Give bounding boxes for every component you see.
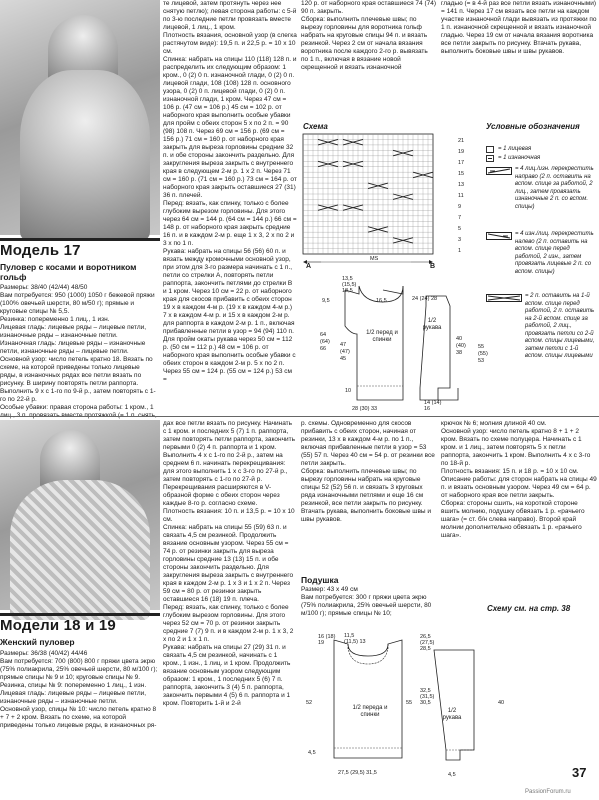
para: Основной узор: число петель кратно 18. Вязать по схеме, на которой приведены только лицевые ряды, в изнаночных рядах все петли вязать по рисунку. В ширину повторять петли раппорта. Выполнить 9 х с 1-го по 9-й р., затем повторять с 1-го по 22-й р. [0,356,156,403]
model-18-19-col-2 [163,420,297,798]
purl-symbol-icon [486,155,494,162]
model-18-19-col-3 [301,420,436,570]
title-bar [0,238,160,241]
sleeve-label: 1/2 рукава [442,708,462,721]
para: Резинка: попеременно 1 лиц., 1 изн. [0,316,110,323]
para: Основной узор: число петель кратно 8 + 1 + 2 кром. Вязать по схеме полуцера. Начинать с 1 кром. и 1 лиц., затем повторять 5 х петли раппорта, закончить 1 кром. Выполнить 4 х с 3-го по 18-й р. [441,428,591,467]
section-divider [0,416,599,417]
para: гладью (= в 4-й раз все петли вязать изнаночными) = 141 п. Через 17 см вязать все петли на каждом участке изнаночной глади вывязать из протяжки по 1 п. изнаночной скрещенной и вязать изнаночной гладью. Через 19 см от начала вязания воротника все петли закрыть по рисунку. Втачать рукава, выполнить боковые швы и швы рукавов. [441,0,597,55]
front-back-label: 1/2 перед и спинки [366,330,398,343]
para: Спинка: набрать на спицы 110 (118) 128 п. и распределить их следующим образом: 1 кром., 0 (2) 0 п. изнаночной глади, 0 (2) 0 п. лицевой глади, 108 (108) 128 п. основного узора, 0 (2) 0 п. лицевой глади, 0 (2) 0 п. изнаночной глади, 1 кром. Через 47 см = 106 р. (47 см = 106 р.) 45 см = 102 р. от наборного края выполнить особые убавки для пройм с обеих сторон 5 х по 2 п. = 90 (98) 108 п. Через 69 см = 156 р. (69 см = 156 р.) 71 см = 160 р. от наборного края закрыть для выреза горловины средние 32 п. и обе стороны закончить раздельно. Для закругления выреза закрыть с внутреннего края в следующем 2-м р. 1 х 2 п. Через 71 см = 160 р. (71 см = 160 р.) 73 см = 164 р. от наборного края закрыть оставшиеся 27 (31) 36 п. плечей. [163,56,297,199]
dim: 40 (40) 38 [456,336,466,356]
para: Сборка: стороны сшить, на короткой стороне вшить молнию, подушку обвязать 1 р. «рачьего шага» (= ст. б/н слева направо). Второй край молнии дополнительно обвязать 1 р. «рачьего шага». [441,500,585,539]
model-17-col-4 [441,0,597,112]
row-number: 9 [458,204,462,210]
para: Лицевая гладь: лицевые ряды – лицевые петли, изнаночные ряды – изнаночные петли. [0,324,147,339]
para: Размеры: 38/40 (42/44) 48/50 [0,284,88,291]
para: Рукава: набрать на спицы 27 (29) 31 п. и связать 4,5 см резинкой, начинать с 1 кром., 1 изн., 1 лиц. и 1 кром. Продолжить вязание основным узором следующим образом: 1 кром., 1 последних 5 (6) 7 п. раппорта, закончить 3 (4) 5 п. раппорта, закончить первыми 4 (5) 6 п. раппорта и 1 кром. Повторить 1-й и 2-й [163,644,291,707]
dim: 55 (55) 53 [478,344,488,364]
para: Спинка: набрать на спицы 55 (59) 63 п. и связать 4,5 см резинкой. Продолжить вязание основным узором. Через 55 см = 74 р. от резинки закрыть для выреза горловины средние 13 (13) 15 п. и обе стороны закончить раздельно. Для закругления выреза закрыть с внутреннего края в каждом 2-м р. 1 х 3 и 1 х 2 п. Через 59 см = 80 р. от резинки закрыть оставшиеся 16 (18) 19 п. плеча. [163,524,294,603]
front-back-label: 1/2 переда и спинки [352,705,388,718]
row-number: 5 [458,226,462,232]
para: Плотность вязания: 10 п. и 13,5 р. = 10 х 10 см. [163,508,295,523]
model-17-photo [0,0,160,235]
row-number: 13 [458,182,465,188]
dim: 24 (24) 28 [412,296,438,302]
para: те лицевой, затем протянуть через нее снятую петлю); левая сторона работы: с 5-й по 3-ю последние петли провязать вместе лицевой, 1 лиц., 1 кром. [163,0,297,31]
dim: 16 (18) 19 [318,634,336,646]
dim: 40 [498,700,505,706]
para: Размеры: 36/38 (40/42) 44/46 [0,650,88,657]
schema-title: Схема [303,122,328,131]
para: Изнаночная гладь: лицевые ряды – изнаночные петли, изнаночные ряды – лицевые петли. [0,340,146,355]
row-number: 7 [458,215,462,221]
para: Основной узор, спицы № 10: число петель кратно 8 + 7 + 2 кром. Вязать по схеме, на которой приведены только лицевые ряды, в изнаночных ря- [0,706,157,729]
page-number: 37 [572,765,587,780]
model-17-col-2 [163,0,297,413]
dim: 4,5 [308,750,316,756]
legend-item-knit: = 1 лицевая [498,146,532,152]
para: Размер: 43 х 49 см [301,586,358,593]
legend-item-cable-left: = 4 изн./лиц. перекрестить налево (2 п. оставить на вспом. спице перед работой, 2 изн., затем провязать лицевые 2 п. со вспом. спицы) [515,231,594,275]
model-18-19-photo [0,420,160,610]
para: Резинка, спицы № 9: попеременно 1 лиц., 1 изн. [0,682,147,689]
para: Лицевая гладь: лицевые ряды – лицевые петли, изнаночные ряды – изнаночные петли. [0,690,147,705]
para: дах все петли вязать по рисунку. Начинать с 1 кром. и последних 5 (7) 1 п. раппорта, затем повторять петли раппорта, закончить первыми 0 (2) 4 п. раппорта и 1 кром. Выполнить 4 х с 1-го по 2-й р., затем на среднем 6 п. начинать перекрещивания: для этого выполнить 1 х с 3-го по 27-й р., затем повторять с 1-го по 27-й р. Перекрещивания расширяются в V-образной форме с обеих сторон через каждые 8-го р. согласно схеме. [163,420,296,507]
dim: 64 (64) 66 [320,332,330,352]
legend-item-cable-six: = 2 п. оставить на 1-й вспом. спице перед работой, 2 п. оставить на 2-й вспом. спице за работой, 2 лиц., провязать петли со 2-й вспом. спицы лицевыми, затем петли с 1-й вспом. спицы лицевыми [525,293,595,359]
row-numbers [458,138,470,259]
para: Плотность вязания, основной узор (в слегка растянутом виде): 19,5 п. и 22,5 р. = 10 х 10 см. [163,32,297,55]
cable-six-symbol-icon [486,294,522,302]
row-number: 15 [458,171,465,177]
dim: 13,5 (15,5) 18,5 [342,276,357,294]
ms-label: MS [370,256,379,262]
dim: 16,5 [376,298,387,304]
dim: 47 (47) 45 [340,342,350,362]
stitch-chart [301,132,451,268]
para: Рукава: набрать на спицы 56 (56) 60 п. и вязать между кромочными основной узор, при этом для 3-го размера начинать с 1 п., петли со стрелки A, повторять петли раппорта, закончить петлями до стрелки В и 1 кром. Через 10 см = 22 р. от наборного края для скосов прибавить с обеих сторон 19 х в каждом 4-м р. (19 х в каждом 4-м р.) 7 х в каждом 4-м р. и 15 х в каждом 2-м р. для раппорта в каждом 2-м р. 1 п., включая прибавленные петли в узор = 94 (94) 110 п. Для пройм окаты рукава через 50 см = 112 р. (50 см = 112 р.) 48 см = 106 р. от наборного края выполнить особые убавки с обеих сторон в каждом 2-м р. 5 х по 2 п. Через 55 см = 124 р. (55 см = 124 р.) 53 см = [163,248,296,383]
model-17-title: Модель 17 [0,242,81,259]
dim: 55 [406,700,413,706]
legend-item-purl: = 1 изнаночная [498,155,541,161]
para: Сборка: выполнить плечевые швы; по вырезу горловины для воротника гольф набрать на круговые спицы 94 п. и вязать резинкой. Через 2 см от начала вязания воротника после каждого 2-го р. вывязать по 1 п., включая в вязание новой скрещенной и вязать изнаночной [301,16,428,71]
dim: 28 (30) 33 [352,406,378,412]
dim: 14 (14) 16 [424,400,442,412]
legend-title: Условные обозначения [486,122,580,131]
para: Перед: вязать, как спинку, только с более глубоким вырезом горловины. Для этого через 52 см = 70 р. от резинки закрыть средние 7 (7) 9 п. и в каждом 2-м р. 1 х 3, 2 х по 2 и 1 х 1 п. [163,604,294,643]
para: Перед: вязать, как спинку, только с более глубоким вырезом горловины. Для этого через 64 см = 144 р. (64 см = 144 р.) 66 см = 148 р. от наборного края закрыть средние 16 п. и в каждом 2-м р. еще 1 х 3, 2 х по 2 и 3 х по 1 п. [163,200,297,247]
model-18-19-col-1 [0,650,158,795]
row-number: 17 [458,160,465,166]
title-bar [0,613,160,616]
para: Вам потребуется: 950 (1000) 1050 г бежевой пряжи (100% овечьей шерсти, 80 м/50 г); прямые и круговые спицы № 5,5. [0,292,155,315]
model-18-19-front-pattern [318,630,418,770]
dim: 9,5 [322,298,330,304]
row-number: 19 [458,149,465,155]
cable-right-symbol-icon [486,167,512,175]
row-number: 1 [458,248,462,254]
arrow-b-label: B [430,263,436,270]
para: Описание работы: для сторон набрать на спицы 49 п. и вязать основным узором. Через 49 см = 64 р. от наборного края все петли закрыть. [441,476,597,499]
dim: 32,5 (31,5) 30,5 [420,688,435,706]
dim: 26,5 (27,5) 28,5 [420,634,435,652]
para: Сборка: выполнить плечевые швы; по вырезу горловины набрать на круговые спицы 52 (52) 56 п. и связать 3 круговых ряда изнаночными петлями и еще 16 см резинкой, все петли закрыть по рисунку. Втачать рукава, выполнить боковые швы и швы рукавов. [301,468,432,523]
model-17-col-1 [0,284,158,414]
model-17-col-3 [301,0,436,112]
knit-symbol-icon [486,146,494,153]
para: р. схемы. Одновременно для скосов прибавить с обеих сторон, начиная от резинки, 13 х в каждом 4-м р. по 1 п., включая прибавленные петли в узор = 53 (55) 57 п. Через 40 см = 54 р. от резинки все петли закрыть. [301,420,435,467]
dim: 4,5 [448,772,456,778]
para: Плотность вязания: 15 п. и 18 р. = 10 х 10 см. [441,468,579,475]
para: Вам потребуется: 300 г пряжи цвета экрю (75% полиакрила, 25% овечьей шерсти, 80 м/100 г); прямые спицы № 10; [301,594,432,617]
arrow-a-label: A [306,263,312,270]
dim: 52 [306,700,313,706]
dim: 10 [345,388,352,394]
model-18-19-col-4 [441,420,597,595]
cable-left-symbol-icon [486,232,512,240]
scheme-reference: Схему см. на стр. 38 [487,604,571,613]
row-number: 3 [458,237,462,243]
para: Особые убавки: правая сторона работы: 1 кром., 1 [0,404,154,411]
dim: 27,5 (29,5) 31,5 [338,770,377,776]
sleeve-label: 1/2 рукава [422,318,442,331]
row-number: 11 [458,193,464,199]
model-17-subtitle: Пуловер с косами и воротником гольф [0,262,137,282]
para: Вам потребуется: 700 (800) 800 г пряжи цвета экрю (75% полиакрила, 25% овечьей шерсти, 80 м/100 г); прямые спицы № 9 и 10; круговые спицы № 9. [0,658,158,681]
site-watermark: PassionForum.ru [525,789,571,795]
legend-item-cable-right: = 4 лиц./изн. перекрестить направо (2 п. оставить на вспом. спице за работой, 2 лиц., затем провязать изнаночные 2 п. со вспом. спицы) [515,166,594,210]
pillow-title: Подушка [301,575,339,585]
dim: 11,5 (11,5) 13 [344,633,366,645]
para: 120 р. от наборного края оставшиеся 74 (74) 90 п. закрыть. [301,0,437,15]
model-18-19-title: Модели 18 и 19 [0,617,116,634]
pillow-intro [301,586,436,626]
para: крючок № 6; молния длиной 40 см. [441,420,547,427]
model-18-19-subtitle: Женский пуловер [0,637,75,647]
row-number: 21 [458,138,465,144]
